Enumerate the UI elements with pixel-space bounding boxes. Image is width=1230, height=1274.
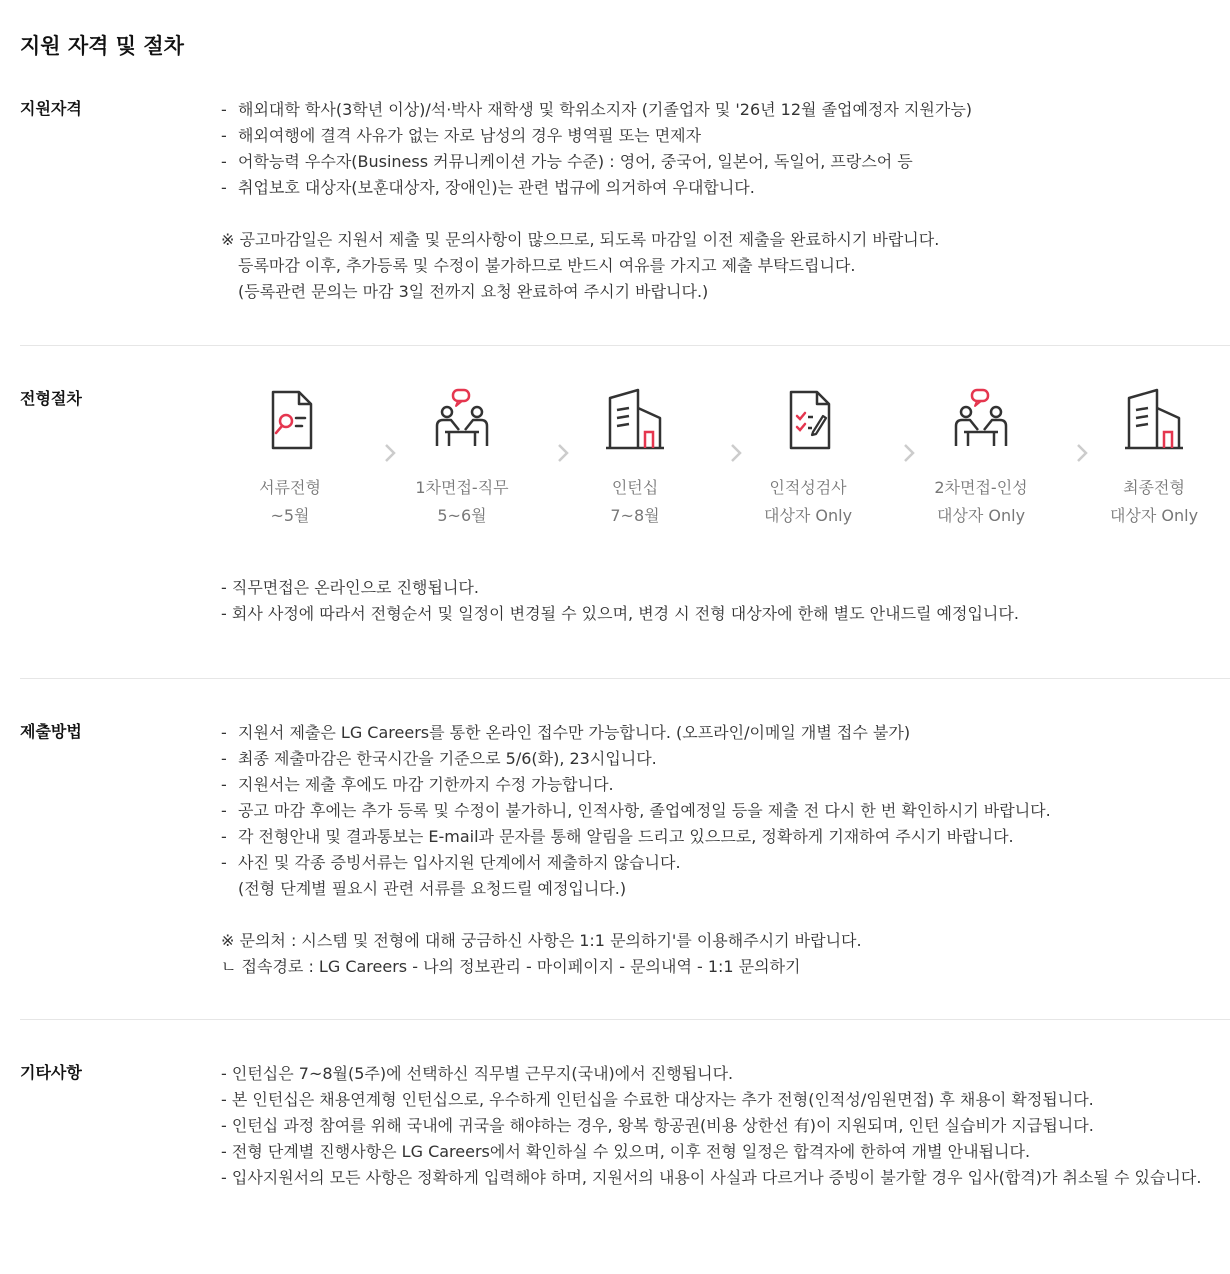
list-item: - 사진 및 각종 증빙서류는 입사지원 단계에서 제출하지 않습니다.: [221, 853, 681, 872]
section-label: 전형절차: [20, 389, 82, 408]
checklist-icon: [773, 386, 843, 456]
interview-icon: [427, 386, 497, 456]
section-qualification: [20, 96, 1230, 346]
interview-icon: [946, 386, 1016, 456]
step-name: 서류전형: [259, 478, 321, 497]
step-name: 2차면접-인성: [934, 478, 1028, 497]
step-name: 인적성검사: [769, 478, 847, 497]
step-period: 대상자 Only: [936, 506, 1026, 525]
section-label: 기타사항: [20, 1063, 82, 1082]
process-step: [906, 386, 1056, 526]
list-item: - 인턴십은 7~8월(5주)에 선택하신 직무별 근무지(국내)에서 진행됩니다.: [221, 1064, 734, 1083]
list-item: - 인턴십 과정 참여를 위해 국내에 귀국을 해야하는 경우, 왕복 항공권(비용 상한선 有)이 지원되며, 인턴 실습비가 지급됩니다.: [221, 1116, 1094, 1135]
document-search-icon: [255, 386, 325, 456]
process-step: [560, 386, 710, 526]
list-item: - 각 전형안내 및 결과통보는 E-mail과 문자를 통해 알림을 드리고 있으므로, 정확하게 기재하여 주시기 바랍니다.: [221, 827, 1014, 846]
section-etc: [20, 1019, 1230, 1274]
process-step: [1079, 386, 1229, 526]
section-body: [221, 1061, 1206, 1191]
list-item: - 지원서는 제출 후에도 마감 기한까지 수정 가능합니다.: [221, 775, 614, 794]
section-label: 지원자격: [20, 99, 82, 118]
step-name: 최종전형: [1123, 478, 1185, 497]
notice-text: 등록마감 이후, 추가등록 및 수정이 불가하므로 반드시 여유를 가지고 제출 부탁드립니다.: [238, 256, 856, 275]
step-period: 5~6월: [437, 506, 487, 525]
step-period: 대상자 Only: [1109, 506, 1199, 525]
notice-text: (등록관련 문의는 마감 3일 전까지 요청 완료하여 주시기 바랍니다.): [238, 282, 709, 301]
list-item: - 취업보호 대상자(보훈대상자, 장애인)는 관련 법규에 의거하여 우대합니다.: [221, 178, 755, 197]
section-body: [221, 720, 1221, 980]
list-item: - 입사지원서의 모든 사항은 정확하게 입력해야 하며, 지원서의 내용이 사실과 다르거나 증빙이 불가할 경우 입사(합격)가 취소될 수 있습니다.: [221, 1168, 1202, 1187]
step-period: 7~8월: [610, 506, 660, 525]
list-item: - 전형 단계별 진행사항은 LG Careers에서 확인하실 수 있으며, 이후 전형 일정은 합격자에 한하여 개별 안내됩니다.: [221, 1142, 1031, 1161]
step-name: 1차면접-직무: [415, 478, 509, 497]
list-item: - 지원서 제출은 LG Careers를 통한 온라인 접수만 가능합니다. (오프라인/이메일 개별 접수 불가): [221, 723, 911, 742]
page-title: 지원 자격 및 절차: [20, 34, 184, 58]
section-process: [20, 345, 1230, 679]
section-body: [221, 97, 1221, 305]
contact-path: ㄴ 접속경로 : LG Careers - 나의 정보관리 - 마이페이지 - 문의내역 - 1:1 문의하기: [221, 957, 801, 976]
section-label: 제출방법: [20, 722, 82, 741]
step-period: 대상자 Only: [763, 506, 853, 525]
list-item: - 최종 제출마감은 한국시간을 기준으로 5/6(화), 23시입니다.: [221, 749, 657, 768]
process-step: [387, 386, 537, 526]
list-item: - 해외여행에 결격 사유가 없는 자로 남성의 경우 병역필 또는 면제자: [221, 126, 702, 145]
process-steps: [215, 386, 1230, 546]
list-item: - 직무면접은 온라인으로 진행됩니다.: [221, 578, 479, 597]
process-step: [733, 386, 883, 526]
process-step: [215, 386, 365, 526]
list-item: - 회사 사정에 따라서 전형순서 및 일정이 변경될 수 있으며, 변경 시 전형 대상자에 한해 별도 안내드릴 예정입니다.: [221, 604, 1019, 623]
step-name: 인턴십: [611, 478, 659, 497]
list-item: - 어학능력 우수자(Business 커뮤니케이션 가능 수준) : 영어, 중국어, 일본어, 독일어, 프랑스어 등: [221, 152, 913, 171]
step-period: ~5월: [270, 506, 310, 525]
building-icon: [1119, 386, 1189, 456]
list-item-continuation: (전형 단계별 필요시 관련 서류를 요청드릴 예정입니다.): [238, 879, 627, 898]
building-icon: [600, 386, 670, 456]
contact-text: ※ 문의처 : 시스템 및 전형에 대해 궁금하신 사항은 1:1 문의하기'를 이용해주시기 바랍니다.: [221, 931, 862, 950]
notice-text: ※ 공고마감일은 지원서 제출 및 문의사항이 많으므로, 되도록 마감일 이전 제출을 완료하시기 바랍니다.: [221, 230, 940, 249]
list-item: - 해외대학 학사(3학년 이상)/석·박사 재학생 및 학위소지자 (기졸업자 및 '26년 12월 졸업예정자 지원가능): [221, 100, 973, 119]
section-body: [221, 575, 1221, 627]
list-item: - 본 인턴십은 채용연계형 인턴십으로, 우수하게 인턴십을 수료한 대상자는 추가 전형(인적성/임원면접) 후 채용이 확정됩니다.: [221, 1090, 1094, 1109]
section-submission: [20, 678, 1230, 1020]
list-item: - 공고 마감 후에는 추가 등록 및 수정이 불가하니, 인적사항, 졸업예정일 등을 제출 전 다시 한 번 확인하시기 바랍니다.: [221, 801, 1051, 820]
